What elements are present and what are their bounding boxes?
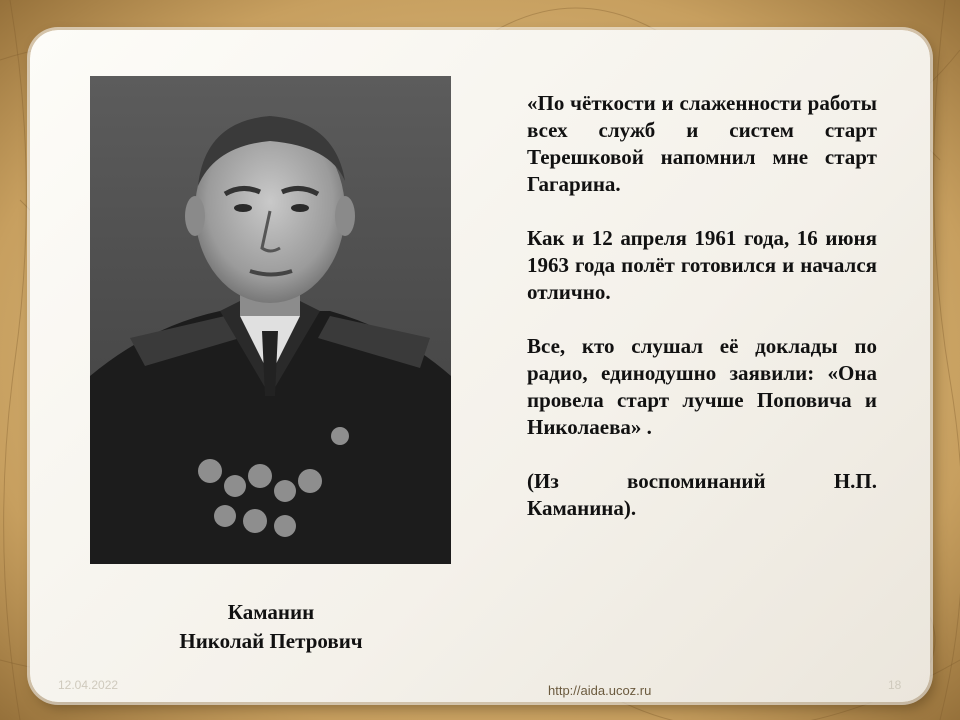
portrait-photo: [90, 76, 451, 564]
footer-url[interactable]: http://aida.ucoz.ru: [548, 683, 652, 698]
portrait-caption: [130, 598, 412, 656]
quote-paragraph-1: «По чёткости и слаженности работы всех служб и систем старт Терешковой напомнил мне старт Гагарина.: [527, 91, 877, 196]
quote-source: [527, 468, 877, 522]
quote-block: [527, 90, 877, 522]
quote-paragraph-2: Как и 12 апреля 1961 года, 16 июня 1963 года полёт готовился и начался отлично.: [527, 226, 877, 304]
quote-source-line2: Каманина).: [527, 496, 637, 520]
caption-full-name: Николай Петрович: [179, 629, 363, 653]
caption-surname: Каманин: [227, 600, 315, 624]
quote-source-line1: (Из воспоминаний Н.П.: [527, 469, 877, 493]
footer-page-number: 18: [888, 678, 902, 692]
footer-date: 12.04.2022: [58, 678, 119, 692]
quote-paragraph-3: Все, кто слушал её доклады по радио, единодушно заявили: «Она провела старт лучше Поповича и Николаева» .: [527, 334, 877, 439]
portrait-illustration: [90, 76, 451, 564]
